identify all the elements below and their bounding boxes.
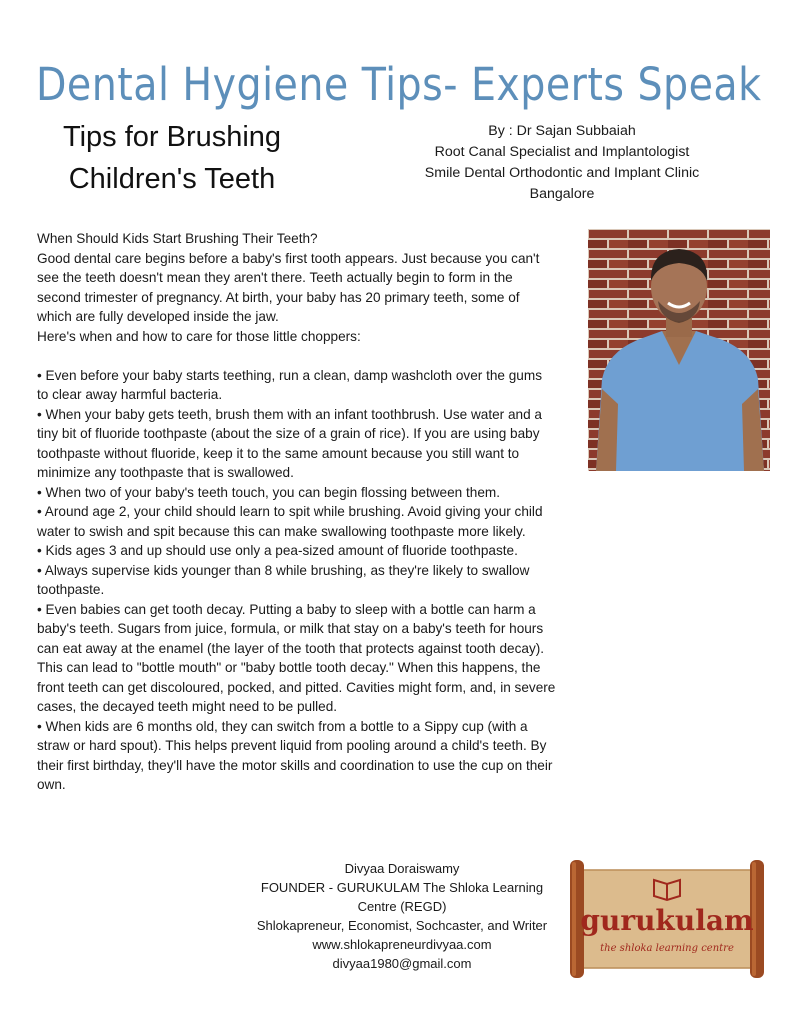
page-title: Dental Hygiene Tips- Experts Speak <box>36 58 762 112</box>
gurukulam-logo <box>566 858 768 980</box>
founder-email[interactable]: divyaa1980@gmail.com <box>332 956 472 971</box>
paragraph-gap <box>37 346 557 366</box>
subtitle-line-2: Children's Teeth <box>68 163 276 195</box>
article-subtitle <box>40 116 304 200</box>
tip-item: • When your baby gets teeth, brush them with an infant toothbrush. Use water and a tiny bit of fluoride toothpaste (about the size of a grain of rice). If you are using baby toothpaste without fluoride, keep it to the same amount because you still want to minimize any toothpaste that is swallowed. <box>37 406 542 480</box>
author-byline <box>392 121 732 205</box>
author-clinic: Smile Dental Orthodontic and Implant Clinic <box>424 165 700 181</box>
author-name: By : Dr Sajan Subbaiah <box>488 123 636 139</box>
subtitle-line-1: Tips for Brushing <box>62 121 282 153</box>
logo-wordmark: gurukulam <box>580 904 754 937</box>
logo-tagline: the shloka learning centre <box>600 943 734 954</box>
author-photo <box>588 229 770 471</box>
author-portrait-image <box>588 229 770 471</box>
tip-item: • When two of your baby's teeth touch, you can begin flossing between them. <box>37 484 501 500</box>
author-role: Root Canal Specialist and Implantologist <box>434 144 690 160</box>
founder-title: FOUNDER - GURUKULAM The Shloka Learning Centre (REGD) <box>260 880 544 914</box>
tip-item: • Even babies can get tooth decay. Putting a baby to sleep with a bottle can harm a baby's teeth. Sugars from juice, formula, or milk that stay on a baby's teeth for hours can eat away at the enamel (the layer of the tooth that protects against tooth decay). This can lead to "bottle mouth" or "baby bottle tooth decay." When this happens, the front teeth can get discoloured, pocked, and pitted. Cavities might form, and, in severe cases, the decayed teeth might need to be pulled. <box>37 601 556 714</box>
tip-item: • Kids ages 3 and up should use only a pea-sized amount of fluoride toothpaste. <box>37 543 518 558</box>
tip-item: • Around age 2, your child should learn to spit while brushing. Avoid giving your child water to swish and spit because this can make swallowing toothpaste more likely. <box>37 504 543 539</box>
author-city: Bangalore <box>529 186 595 202</box>
tip-item: • When kids are 6 months old, they can switch from a bottle to a Sippy cup (with a straw or hard spout). This helps prevent liquid from pooling around a child's teeth. By their first birthday, they'll have the motor skills and coordination to use the cup on their own. <box>37 718 553 792</box>
scroll-banner <box>566 858 768 980</box>
founder-signature <box>254 859 550 973</box>
founder-website[interactable]: www.shlokapreneurdivyaa.com <box>312 937 492 952</box>
article-question: When Should Kids Start Brushing Their Teeth? <box>37 231 318 246</box>
founder-name: Divyaa Doraiswamy <box>344 861 460 876</box>
tip-item: • Always supervise kids younger than 8 while brushing, as they're likely to swallow toothpaste. <box>37 562 530 597</box>
tip-item: • Even before your baby starts teething, run a clean, damp washcloth over the gums to clear away harmful bacteria. <box>37 367 542 402</box>
article-body <box>37 229 557 795</box>
article-lead: Here's when and how to care for those little choppers: <box>37 328 361 344</box>
founder-roles: Shlokapreneur, Economist, Sochcaster, and Writer <box>256 918 548 933</box>
article-intro: Good dental care begins before a baby's first tooth appears. Just because you can't see the teeth doesn't mean they aren't there. Teeth actually begin to form in the second trimester of pregnancy. At birth, your baby has 20 primary teeth, some of which are fully developed inside the jaw. <box>37 250 540 324</box>
